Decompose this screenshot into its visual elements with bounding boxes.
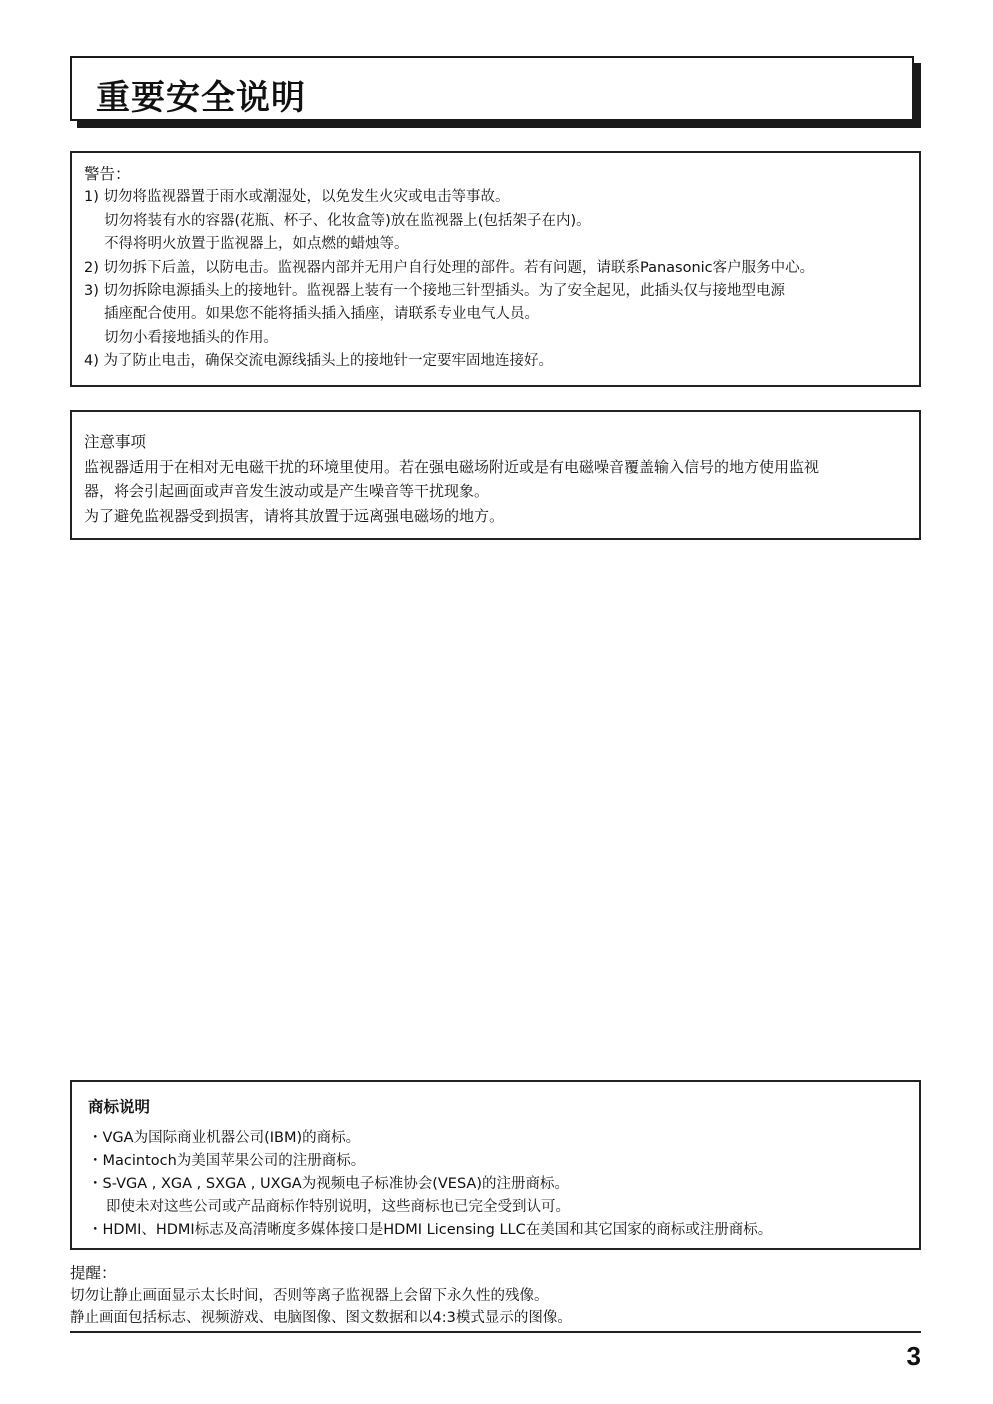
warning-line-2: 切勿将装有水的容器(花瓶、杯子、化妆盒等)放在监视器上(包括架子在内)。 bbox=[104, 212, 591, 229]
reminder-heading: 提醒： bbox=[70, 1264, 117, 1282]
trademarks-heading: 商标说明 bbox=[88, 1098, 151, 1116]
warning-box bbox=[70, 151, 921, 387]
warning-line-7: 切勿小看接地插头的作用。 bbox=[104, 329, 278, 346]
trademark-item-macintoch: ・Macintoch为美国苹果公司的注册商标。 bbox=[88, 1153, 366, 1170]
caution-heading: 注意事项 bbox=[84, 433, 147, 451]
warning-content bbox=[84, 163, 814, 374]
trademarks-content bbox=[88, 1096, 772, 1242]
warning-line-4: 2) 切勿拆下后盖，以防电击。监视器内部并无用户自行处理的部件。若有问题，请联系Panasonic客户服务中心。 bbox=[84, 259, 815, 276]
trademark-item-vga: ・VGA为国际商业机器公司(IBM)的商标。 bbox=[88, 1130, 361, 1147]
warning-heading: 警告： bbox=[84, 165, 131, 183]
caution-box bbox=[70, 410, 921, 540]
warning-line-8: 4) 为了防止电击，确保交流电源线插头上的接地针一定要牢固地连接好。 bbox=[84, 353, 553, 370]
page-number: 3 bbox=[906, 1341, 921, 1371]
trademarks-box bbox=[70, 1080, 921, 1250]
trademark-item-vesa: ・S-VGA , XGA , SXGA , UXGA为视频电子标准协会(VESA)的注册商标。 bbox=[88, 1176, 570, 1193]
reminder-section bbox=[70, 1262, 572, 1330]
title-box bbox=[70, 56, 914, 121]
trademark-item-acknowledgement: 即使未对这些公司或产品商标作特别说明，这些商标也已完全受到认可。 bbox=[106, 1199, 570, 1216]
warning-line-5: 3) 切勿拆除电源插头上的接地针。监视器上装有一个接地三针型插头。为了安全起见，此插头仅与接地型电源 bbox=[84, 283, 785, 300]
page-title: 重要安全说明 bbox=[96, 78, 306, 118]
warning-line-1: 1) 切勿将监视器置于雨水或潮湿处，以免发生火灾或电击等事故。 bbox=[84, 189, 510, 206]
caution-line-3: 为了避免监视器受到损害，请将其放置于远离强电磁场的地方。 bbox=[84, 506, 505, 525]
reminder-line-1: 切勿让静止画面显示太长时间，否则等离子监视器上会留下永久性的残像。 bbox=[70, 1287, 549, 1304]
warning-line-6: 插座配合使用。如果您不能将插头插入插座，请联系专业电气人员。 bbox=[104, 306, 539, 323]
warning-line-3: 不得将明火放置于监视器上，如点燃的蜡烛等。 bbox=[104, 236, 409, 253]
caution-line-2: 器，将会引起画面或声音发生波动或是产生噪音等干扰现象。 bbox=[84, 482, 490, 500]
reminder-line-2: 静止画面包括标志、视频游戏、电脑图像、图文数据和以4:3模式显示的图像。 bbox=[70, 1310, 572, 1326]
caution-line-1: 监视器适用于在相对无电磁干扰的环境里使用。若在强电磁场附近或是有电磁噪音覆盖输入信号的地方使用监视 bbox=[84, 457, 820, 476]
trademark-item-hdmi: ・HDMI、HDMI标志及高清晰度多媒体接口是HDMI Licensing LLC在美国和其它国家的商标或注册商标。 bbox=[88, 1222, 773, 1239]
footer-divider bbox=[70, 1331, 921, 1333]
caution-content bbox=[84, 430, 819, 528]
